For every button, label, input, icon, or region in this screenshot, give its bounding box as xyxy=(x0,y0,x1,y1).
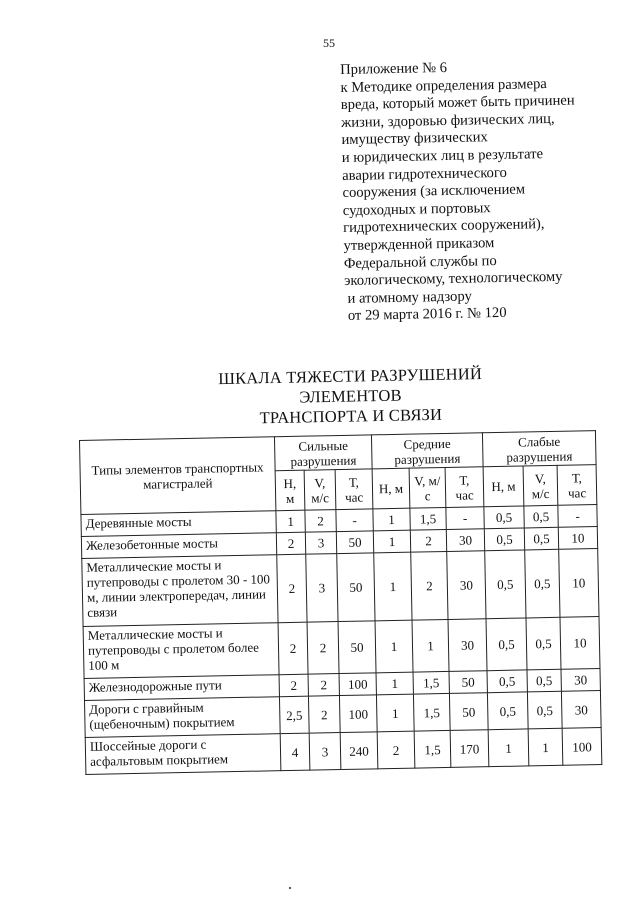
table-cell: 1 xyxy=(376,672,413,695)
subheader-velocity: V, м/с xyxy=(523,465,558,506)
table-cell: 1 xyxy=(375,620,413,673)
table-cell: 10 xyxy=(558,527,597,550)
table-cell: 30 xyxy=(561,691,601,729)
row-type-name: Металлические мосты и путепроводы с пролетом 30 - 100 м, линии электропередач, линии связи xyxy=(82,555,278,627)
appendix-line: и атомному надзору xyxy=(347,288,472,307)
table-cell: 100 xyxy=(339,673,376,696)
group-header-medium: Средние разрушения xyxy=(371,433,483,469)
group-header-strong: Сильные разрушения xyxy=(274,435,372,471)
title-line: ШКАЛА ТЯЖЕСТИ РАЗРУШЕНИЙ ЭЛЕМЕНТОВ xyxy=(218,364,483,407)
appendix-line: вреда, который может быть причинен xyxy=(340,92,575,114)
appendix-line: гидротехнических сооружений), xyxy=(343,216,545,237)
type-column-header: Типы элементов транспортных магистралей xyxy=(80,437,276,515)
table-cell: 50 xyxy=(336,531,373,554)
table-cell: 1 xyxy=(528,728,563,766)
table-cell: 0,5 xyxy=(524,527,558,550)
table-cell: 2 xyxy=(308,674,339,697)
subheader-time: Т, час xyxy=(557,465,597,506)
table-cell: 1 xyxy=(376,694,414,732)
table-cell: - xyxy=(336,509,373,532)
damage-scale-table xyxy=(79,430,602,775)
subheader-time: Т, час xyxy=(445,467,484,508)
appendix-line: Приложение № 6 xyxy=(340,59,448,78)
table-cell: 1 xyxy=(276,510,305,533)
damage-scale-table-wrap xyxy=(79,430,602,775)
table-cell: 2 xyxy=(278,622,308,675)
row-type-name: Металлические мосты и путепроводы с пролетом более 100 м xyxy=(83,623,279,679)
table-cell: 0,5 xyxy=(487,692,528,730)
table-cell: 2 xyxy=(307,622,339,675)
table-cell: 2 xyxy=(411,551,448,620)
table-cell: 1 xyxy=(488,729,529,767)
table-cell: 2 xyxy=(276,532,305,555)
appendix-line: имуществу физических xyxy=(341,129,488,149)
table-cell: 30 xyxy=(447,551,486,620)
subheader-time: Т, час xyxy=(335,469,373,510)
row-type-name: Железобетонные мосты xyxy=(81,533,276,559)
table-cell: 2 xyxy=(279,674,308,697)
appendix-line: экологическому, технологическому xyxy=(344,268,563,290)
table-cell: 2 xyxy=(377,731,415,769)
table-cell: 0,5 xyxy=(524,505,558,528)
table-cell: 1 xyxy=(373,508,410,531)
table-cell: 1,5 xyxy=(414,730,451,768)
table-cell: 3 xyxy=(305,532,336,555)
table-cell: 10 xyxy=(559,549,599,618)
scan-speck xyxy=(289,887,291,889)
appendix-line: к Методике определения размера xyxy=(340,75,547,96)
table-cell: 50 xyxy=(449,693,488,731)
table-cell: 30 xyxy=(561,669,600,692)
page-number: 55 xyxy=(323,36,335,50)
row-type-name: Дороги с гравийным (щебеночным) покрытием xyxy=(85,697,281,738)
table-cell: 1 xyxy=(373,530,410,553)
table-cell: 2 xyxy=(277,554,307,623)
table-cell: 0,5 xyxy=(527,669,561,692)
table-cell: 50 xyxy=(449,671,487,694)
table-cell: 100 xyxy=(562,728,602,766)
table-cell: 4 xyxy=(280,733,310,771)
subheader-height: Н, м xyxy=(483,466,524,507)
table-cell: - xyxy=(558,505,597,528)
table-cell: 50 xyxy=(338,621,376,674)
subheader-height: Н, м xyxy=(275,470,305,511)
table-cell: 100 xyxy=(339,695,377,733)
table-cell: 1,5 xyxy=(413,671,449,694)
table-cell: 170 xyxy=(450,730,489,768)
table-cell: 2 xyxy=(305,510,336,533)
appendix-line: и юридических лиц в результате xyxy=(341,146,544,166)
table-cell: 1,5 xyxy=(410,507,446,530)
appendix-header xyxy=(340,56,635,325)
group-header-weak: Слабые разрушения xyxy=(482,431,596,467)
table-cell: 3 xyxy=(306,554,338,623)
table-cell: 0,5 xyxy=(526,617,561,670)
table-cell: 1 xyxy=(412,619,449,672)
table-cell: 30 xyxy=(448,619,487,672)
appendix-line: сооружения (за исключением xyxy=(342,181,526,202)
table-cell: 0,5 xyxy=(485,550,526,619)
title-line: ТРАНСПОРТА И СВЯЗИ xyxy=(259,404,443,428)
appendix-line: судоходных и портовых xyxy=(342,199,491,219)
table-cell: 0,5 xyxy=(484,506,524,529)
document-title xyxy=(170,363,531,430)
row-type-name: Железнодорожные пути xyxy=(84,675,279,701)
table-cell: 2 xyxy=(308,696,340,734)
table-row xyxy=(82,549,599,627)
appendix-line: жизни, здоровью физических лиц, xyxy=(341,110,555,131)
table-cell: 240 xyxy=(340,732,378,770)
appendix-line: утвержденной приказом xyxy=(343,235,495,254)
row-type-name: Деревянные мосты xyxy=(81,511,276,537)
table-cell: 0,5 xyxy=(527,691,562,729)
table-cell: 2 xyxy=(410,529,446,552)
table-cell: 50 xyxy=(337,553,375,622)
subheader-velocity: V, м/с xyxy=(409,467,446,508)
table-cell: - xyxy=(446,507,484,530)
table-cell: 3 xyxy=(309,733,341,771)
table-cell: 0,5 xyxy=(525,549,560,618)
subheader-height: Н, м xyxy=(372,468,410,509)
table-cell: 0,5 xyxy=(486,618,527,671)
table-cell: 30 xyxy=(446,529,484,552)
table-cell: 0,5 xyxy=(484,528,524,551)
table-cell: 1,5 xyxy=(413,693,450,731)
table-cell: 0,5 xyxy=(487,670,527,693)
appendix-line: Федеральной службы по xyxy=(343,252,497,272)
subheader-velocity: V, м/с xyxy=(304,470,336,511)
appendix-line: аварии гидротехнического xyxy=(342,164,507,184)
table-cell: 10 xyxy=(560,617,600,670)
table-cell: 1 xyxy=(374,552,412,621)
row-type-name: Шоссейные дороги с асфальтовым покрытием xyxy=(85,734,281,775)
appendix-line: от 29 марта 2016 г. № 120 xyxy=(347,305,507,325)
table-cell: 2,5 xyxy=(279,696,309,734)
